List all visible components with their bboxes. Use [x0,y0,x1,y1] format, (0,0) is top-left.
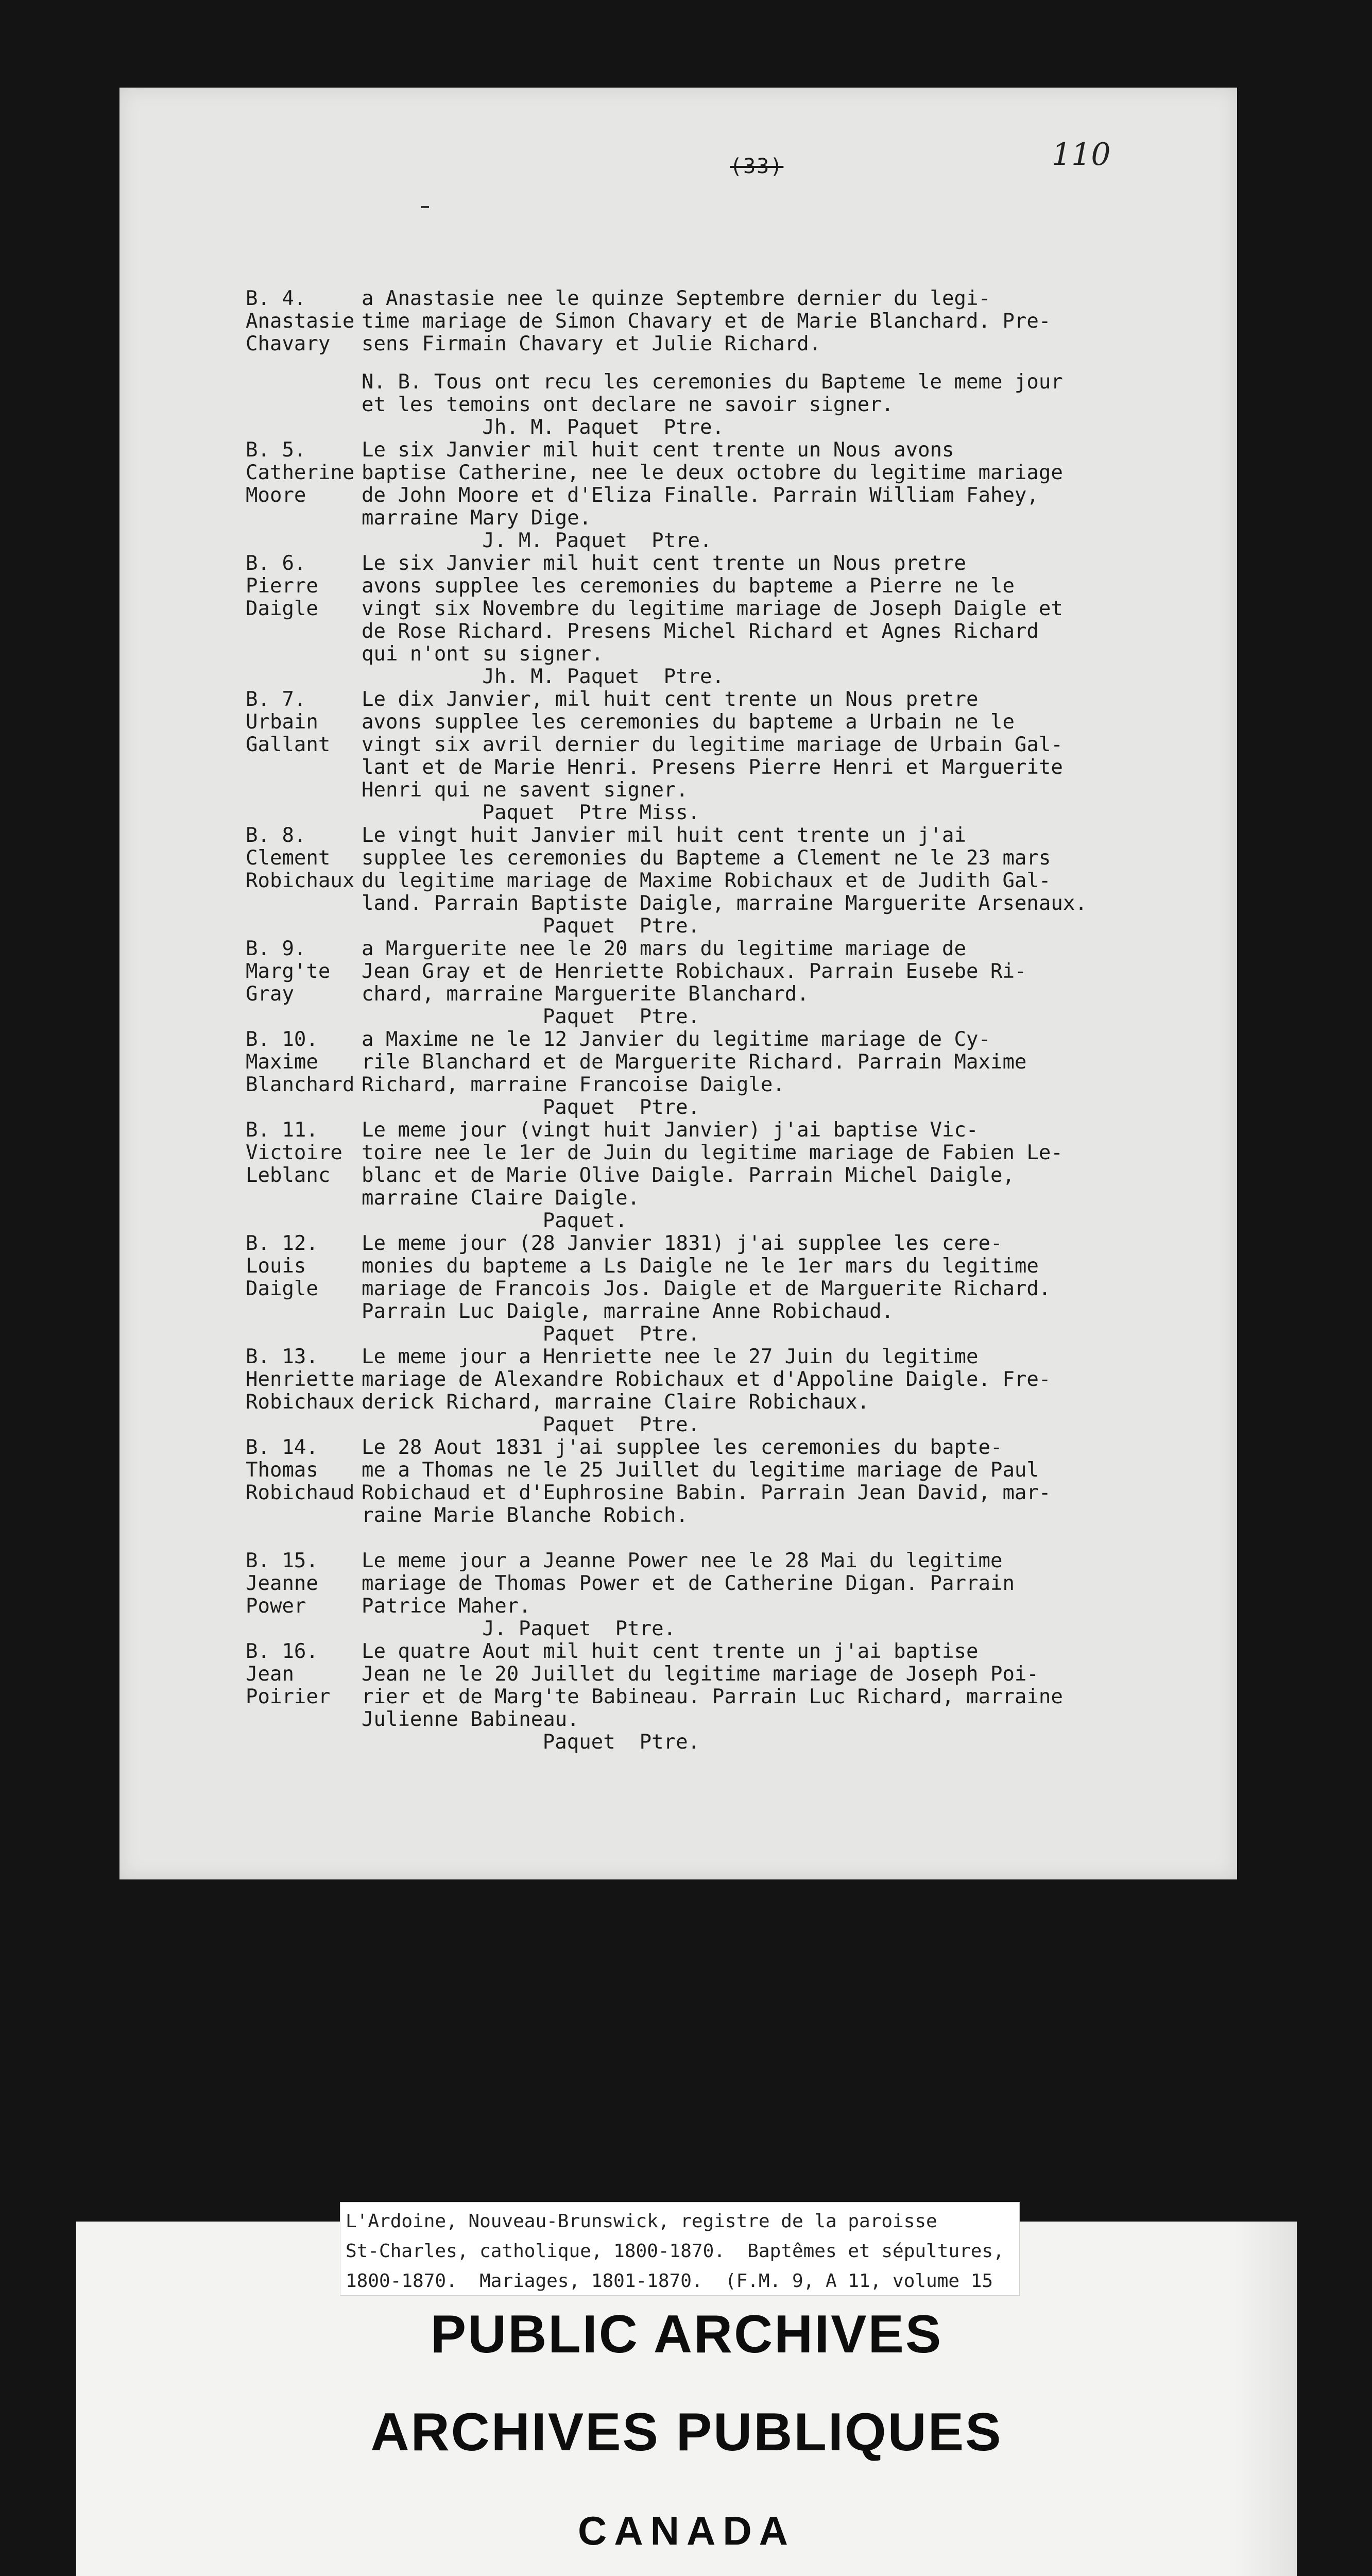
entry-label: B. 10. Maxime Blanchard [246,1028,355,1096]
signature: Paquet Ptre. [119,1096,700,1119]
signature: Paquet. [119,1209,628,1232]
entry-text: Le six Janvier mil huit cent trente un Nous pretre avons supplee les ceremonies du bapteme a Pierre ne le vingt six Novembre du legitime mariage de Joseph Daigle et de Rose Richard. Presens Michel Richard et Agnes Richard qui n'ont su signer. [362,552,1063,666]
signature: Jh. M. Paquet Ptre. [119,416,724,439]
entry-label: B. 4. Anastasie Chavary [246,287,355,355]
entry-text: a Anastasie nee le quinze Septembre dernier du legi- time mariage de Simon Chavary et de Marie Blanchard. Pre- sens Firmain Chavary et Julie Richard. [362,287,1051,355]
signature: Paquet Ptre. [119,1413,700,1436]
entry-label: B. 16. Jean Poirier [246,1640,331,1708]
ink-mark [421,206,429,208]
archives-title-french: ARCHIVES PUBLIQUES [370,2402,1003,2462]
entry-label: B. 14. Thomas Robichaud [246,1436,355,1504]
entry-text: a Marguerite nee le 20 mars du legitime mariage de Jean Gray et de Henriette Robichaux. Parrain Eusebe Ri- chard, marraine Marguerite Blanchard. [362,937,1027,1006]
signature: Paquet Ptre. [119,1005,700,1028]
signature: J. M. Paquet Ptre. [119,529,712,552]
page-number: (33) [730,155,784,178]
entry-b5 [119,439,1237,530]
entry-text: a Maxime ne le 12 Janvier du legitime mariage de Cy- rile Blanchard et de Marguerite Richard. Parrain Maxime Richard, marraine Francoise Daigle. [362,1028,1027,1096]
entry-label: B. 12. Louis Daigle [246,1232,318,1300]
entry-label: B. 15. Jeanne Power [246,1549,318,1618]
entry-label: B. 9. Marg'te Gray [246,937,331,1006]
entry-text: Le vingt huit Janvier mil huit cent trente un j'ai supplee les ceremonies du Bapteme a Clement ne le 23 mars du legitime mariage de Maxime Robichaux et de Judith Gal- land. Parrain Baptiste Daigle, marraine Marguerite Arsenaux. [362,824,1087,915]
nota-bene: N. B. Tous ont recu les ceremonies du Bapteme le meme jour et les temoins ont declare ne savoir signer. [362,370,1063,416]
entry-b10 [119,1028,1237,1096]
entry-b12 [119,1232,1237,1323]
archives-country: CANADA [578,2508,795,2553]
signature [119,1527,1237,1550]
entry-text: Le dix Janvier, mil huit cent trente un Nous pretre avons supplee les ceremonies du bapteme a Urbain ne le vingt six avril dernier du legitime mariage de Urbain Gal- lant et de Marie Henri. Presens Pierre Henri et Marguerite Henri qui ne savent signer. [362,688,1063,802]
entry-text: Le 28 Aout 1831 j'ai supplee les ceremonies du bapte- me a Thomas ne le 25 Juillet du legitime mariage de Paul Robichaud et d'Euphrosine Babin. Parrain Jean David, mar- raine Marie Blanche Robich. [362,1436,1051,1527]
entry-label: B. 5. Catherine Moore [246,438,355,507]
archives-card [76,2211,1297,2576]
register-entries [119,287,1237,1754]
entry-text: Le six Janvier mil huit cent trente un Nous avons baptise Catherine, nee le deux octobre du legitime mariage de John Moore et d'Eliza Finalle. Parrain William Fahey, marraine Mary Dige. [362,438,1063,530]
entry-b6 [119,552,1237,666]
signature: J. Paquet Ptre. [119,1617,676,1640]
archives-title-english: PUBLIC ARCHIVES [430,2304,943,2364]
signature: Paquet Ptre. [119,914,700,938]
signature: Paquet Ptre. [119,1323,700,1346]
entry-label: B. 11. Victoire Leblanc [246,1118,342,1187]
signature: Paquet Ptre Miss. [119,801,700,824]
entry-b11 [119,1119,1237,1210]
entry-b7 [119,688,1237,802]
entry-label: B. 8. Clement Robichaux [246,824,355,892]
source-citation: L'Ardoine, Nouveau-Brunswick, registre de la paroisse St-Charles, catholique, 1800-1870. Baptêmes et sépultures, 1800-1870. Mariages, 1801-1870. (F.M. 9, A 11, volume 15 [340,2202,1020,2296]
signature: Jh. M. Paquet Ptre. [119,665,724,688]
final-signature: Paquet Ptre. [119,1731,700,1754]
entry-label: B. 7. Urbain Gallant [246,688,331,756]
entry-b14 [119,1436,1237,1527]
entry-text: Le meme jour a Jeanne Power nee le 28 Mai du legitime mariage de Thomas Power et de Catherine Digan. Parrain Patrice Maher. [362,1549,1015,1618]
entry-text: Le meme jour a Henriette nee le 27 Juin du legitime mariage de Alexandre Robichaux et d'Appoline Daigle. Fre- derick Richard, marraine Claire Robichaux. [362,1345,1051,1414]
entry-b8 [119,824,1237,915]
entry-b4 [119,287,1237,355]
folio-number: 110 [1052,137,1111,173]
entry-text: Le quatre Aout mil huit cent trente un j'ai baptise Jean ne le 20 Juillet du legitime mariage de Joseph Poi- rier et de Marg'te Babineau. Parrain Luc Richard, marraine Julienne Babineau. [362,1640,1063,1731]
entry-b16 [119,1640,1237,1731]
entry-text: Le meme jour (vingt huit Janvier) j'ai baptise Vic- toire nee le 1er de Juin du legitime mariage de Fabien Le- blanc et de Marie Olive Daigle. Parrain Michel Daigle, marraine Claire Daigle. [362,1118,1063,1210]
entry-label: B. 6. Pierre Daigle [246,552,318,620]
entry-label: B. 13. Henriette Robichaux [246,1345,355,1414]
entry-b13 [119,1346,1237,1414]
register-page [119,88,1237,1879]
entry-b9 [119,938,1237,1006]
entry-text: Le meme jour (28 Janvier 1831) j'ai supplee les cere- monies du bapteme a Ls Daigle ne le 1er mars du legitime mariage de Francois Jos. Daigle et de Marguerite Richard. Parrain Luc Daigle, marraine Anne Robichaud. [362,1232,1051,1323]
entry-b15 [119,1550,1237,1618]
